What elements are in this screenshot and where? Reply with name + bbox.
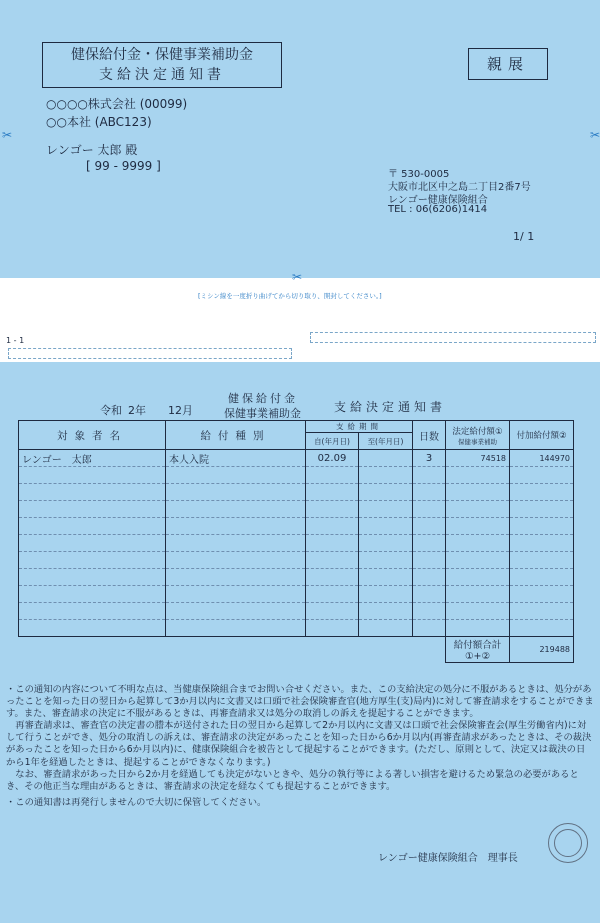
header-person: 対象者名	[19, 421, 166, 450]
cell-to	[359, 450, 413, 467]
cut-instruction: [ミシン線を一度折り曲げてから切り取り、開封してください。]	[198, 292, 382, 300]
benefit-table	[18, 420, 574, 663]
document-title-box	[42, 42, 282, 88]
sender-tel: TEL : 06(6206)1414	[388, 204, 488, 215]
official-seal	[548, 823, 588, 863]
cell-additional: 144970	[510, 450, 574, 467]
total-row	[19, 637, 574, 663]
table-row-empty	[19, 620, 574, 637]
cell-type: 本人入院	[166, 450, 306, 467]
notice-title-a: 健保給付金	[228, 392, 298, 405]
document-title-line2: 支給決定通知書	[99, 67, 225, 83]
notice-month: 12月	[168, 404, 193, 417]
sheet-marker: 1 - 1	[6, 336, 25, 345]
sender-org: レンゴー健康保険組合	[388, 195, 488, 206]
header-from: 自(年月日)	[306, 433, 359, 450]
recipient-code: [ 99 - 9999 ]	[86, 159, 161, 173]
note-paragraph-1: ・この通知の内容について不明な点は、当健康保険組合までお問い合せください。また、この支給決定の処分に不服があるときは、処分があったことを知った日の翌日から起算して3か月以内に文書又は口頭で社会保険審査官(地方厚生(支)局内)に対して審査請求をすることができます。また、審査請求の決定に不服があるときは、再審査請求又は処分の取消しの訴えを提起することができます。	[6, 684, 594, 720]
top-sheet	[0, 0, 600, 278]
cell-legal: 74518	[446, 450, 510, 467]
notes-section	[6, 684, 594, 809]
table-row-empty	[19, 569, 574, 586]
notice-title-b: 保健事業補助金	[224, 407, 301, 420]
note-paragraph-2: 再審査請求は、審査官の決定書の謄本が送付された日の翌日から起算して2か月以内に文書又は口頭で社会保険審査会(厚生労働省内)に対して行うことができ、処分の取消しの訴えは、審査請求の決定があったことを知った日から6か月以内(再審査請求があったときは、その裁決があったことを知った日から6か月以内)に、健康保険組合を被告として提起することができます。(ただし、原則として、決定又は裁決の日から1年を経過したときは、提起することができなくなります。)	[6, 720, 592, 768]
total-value: 219488	[510, 637, 574, 663]
notice-title-c: 支給決定通知書	[334, 400, 447, 414]
notice-era: 令和	[100, 404, 122, 417]
scissor-icon-center: ✂	[292, 270, 303, 284]
signature: レンゴー健康保険組合 理事長	[378, 853, 518, 864]
perforation-right	[310, 332, 596, 343]
cell-from: 02.09	[306, 450, 359, 467]
cell-person: レンゴー 太郎	[19, 450, 166, 467]
header-legal	[446, 421, 510, 450]
scissor-icon: ✂	[2, 128, 13, 142]
sender-address: 大阪市北区中之島二丁目2番7号	[388, 182, 531, 193]
header-days: 日数	[413, 421, 446, 450]
page-number: 1/ 1	[513, 230, 535, 243]
table-row-empty	[19, 484, 574, 501]
header-period: 支給期間	[306, 421, 413, 433]
postal-code: 〒 530-0005	[388, 169, 450, 180]
scissor-icon-right: ✂	[590, 128, 600, 142]
header-legal-sub: 保健事業補助	[458, 437, 497, 446]
document-title-line1: 健保給付金・保健事業補助金	[71, 47, 253, 63]
perforation-left	[8, 348, 292, 359]
company-name: ○○○○株式会社 (00099)	[46, 97, 188, 111]
header-additional: 付加給付額②	[510, 421, 574, 450]
total-label: 給付額合計①+②	[446, 637, 510, 663]
recipient-name: レンゴー 太郎 殿	[46, 143, 138, 157]
header-legal-label: 法定給付額	[452, 426, 495, 437]
note-paragraph-4: ・この通知書は再発行しませんので大切に保管してください。	[6, 796, 267, 808]
note-paragraph-3: なお、審査請求があった日から2か月を経過しても決定がないときや、処分の執行等による著しい損害を避けるため緊急の必要があるとき、その他正当な理由があるときは、審査請求の決定を経なくても提起することができます。	[6, 768, 579, 792]
notice-year: 2年	[128, 404, 146, 417]
table-row-empty	[19, 518, 574, 535]
table-row-empty	[19, 586, 574, 603]
header-legal-mark: ①	[494, 426, 503, 437]
table-row-empty	[19, 603, 574, 620]
table-row-empty	[19, 501, 574, 518]
header-to: 至(年月日)	[359, 433, 413, 450]
table-row-empty	[19, 467, 574, 484]
office-name: ○○本社 (ABC123)	[46, 115, 152, 129]
table-row-empty	[19, 552, 574, 569]
confidential-stamp: 親展	[468, 48, 548, 80]
table-row	[19, 450, 574, 467]
cell-days: 3	[413, 450, 446, 467]
table-row-empty	[19, 535, 574, 552]
header-type: 給付種別	[166, 421, 306, 450]
